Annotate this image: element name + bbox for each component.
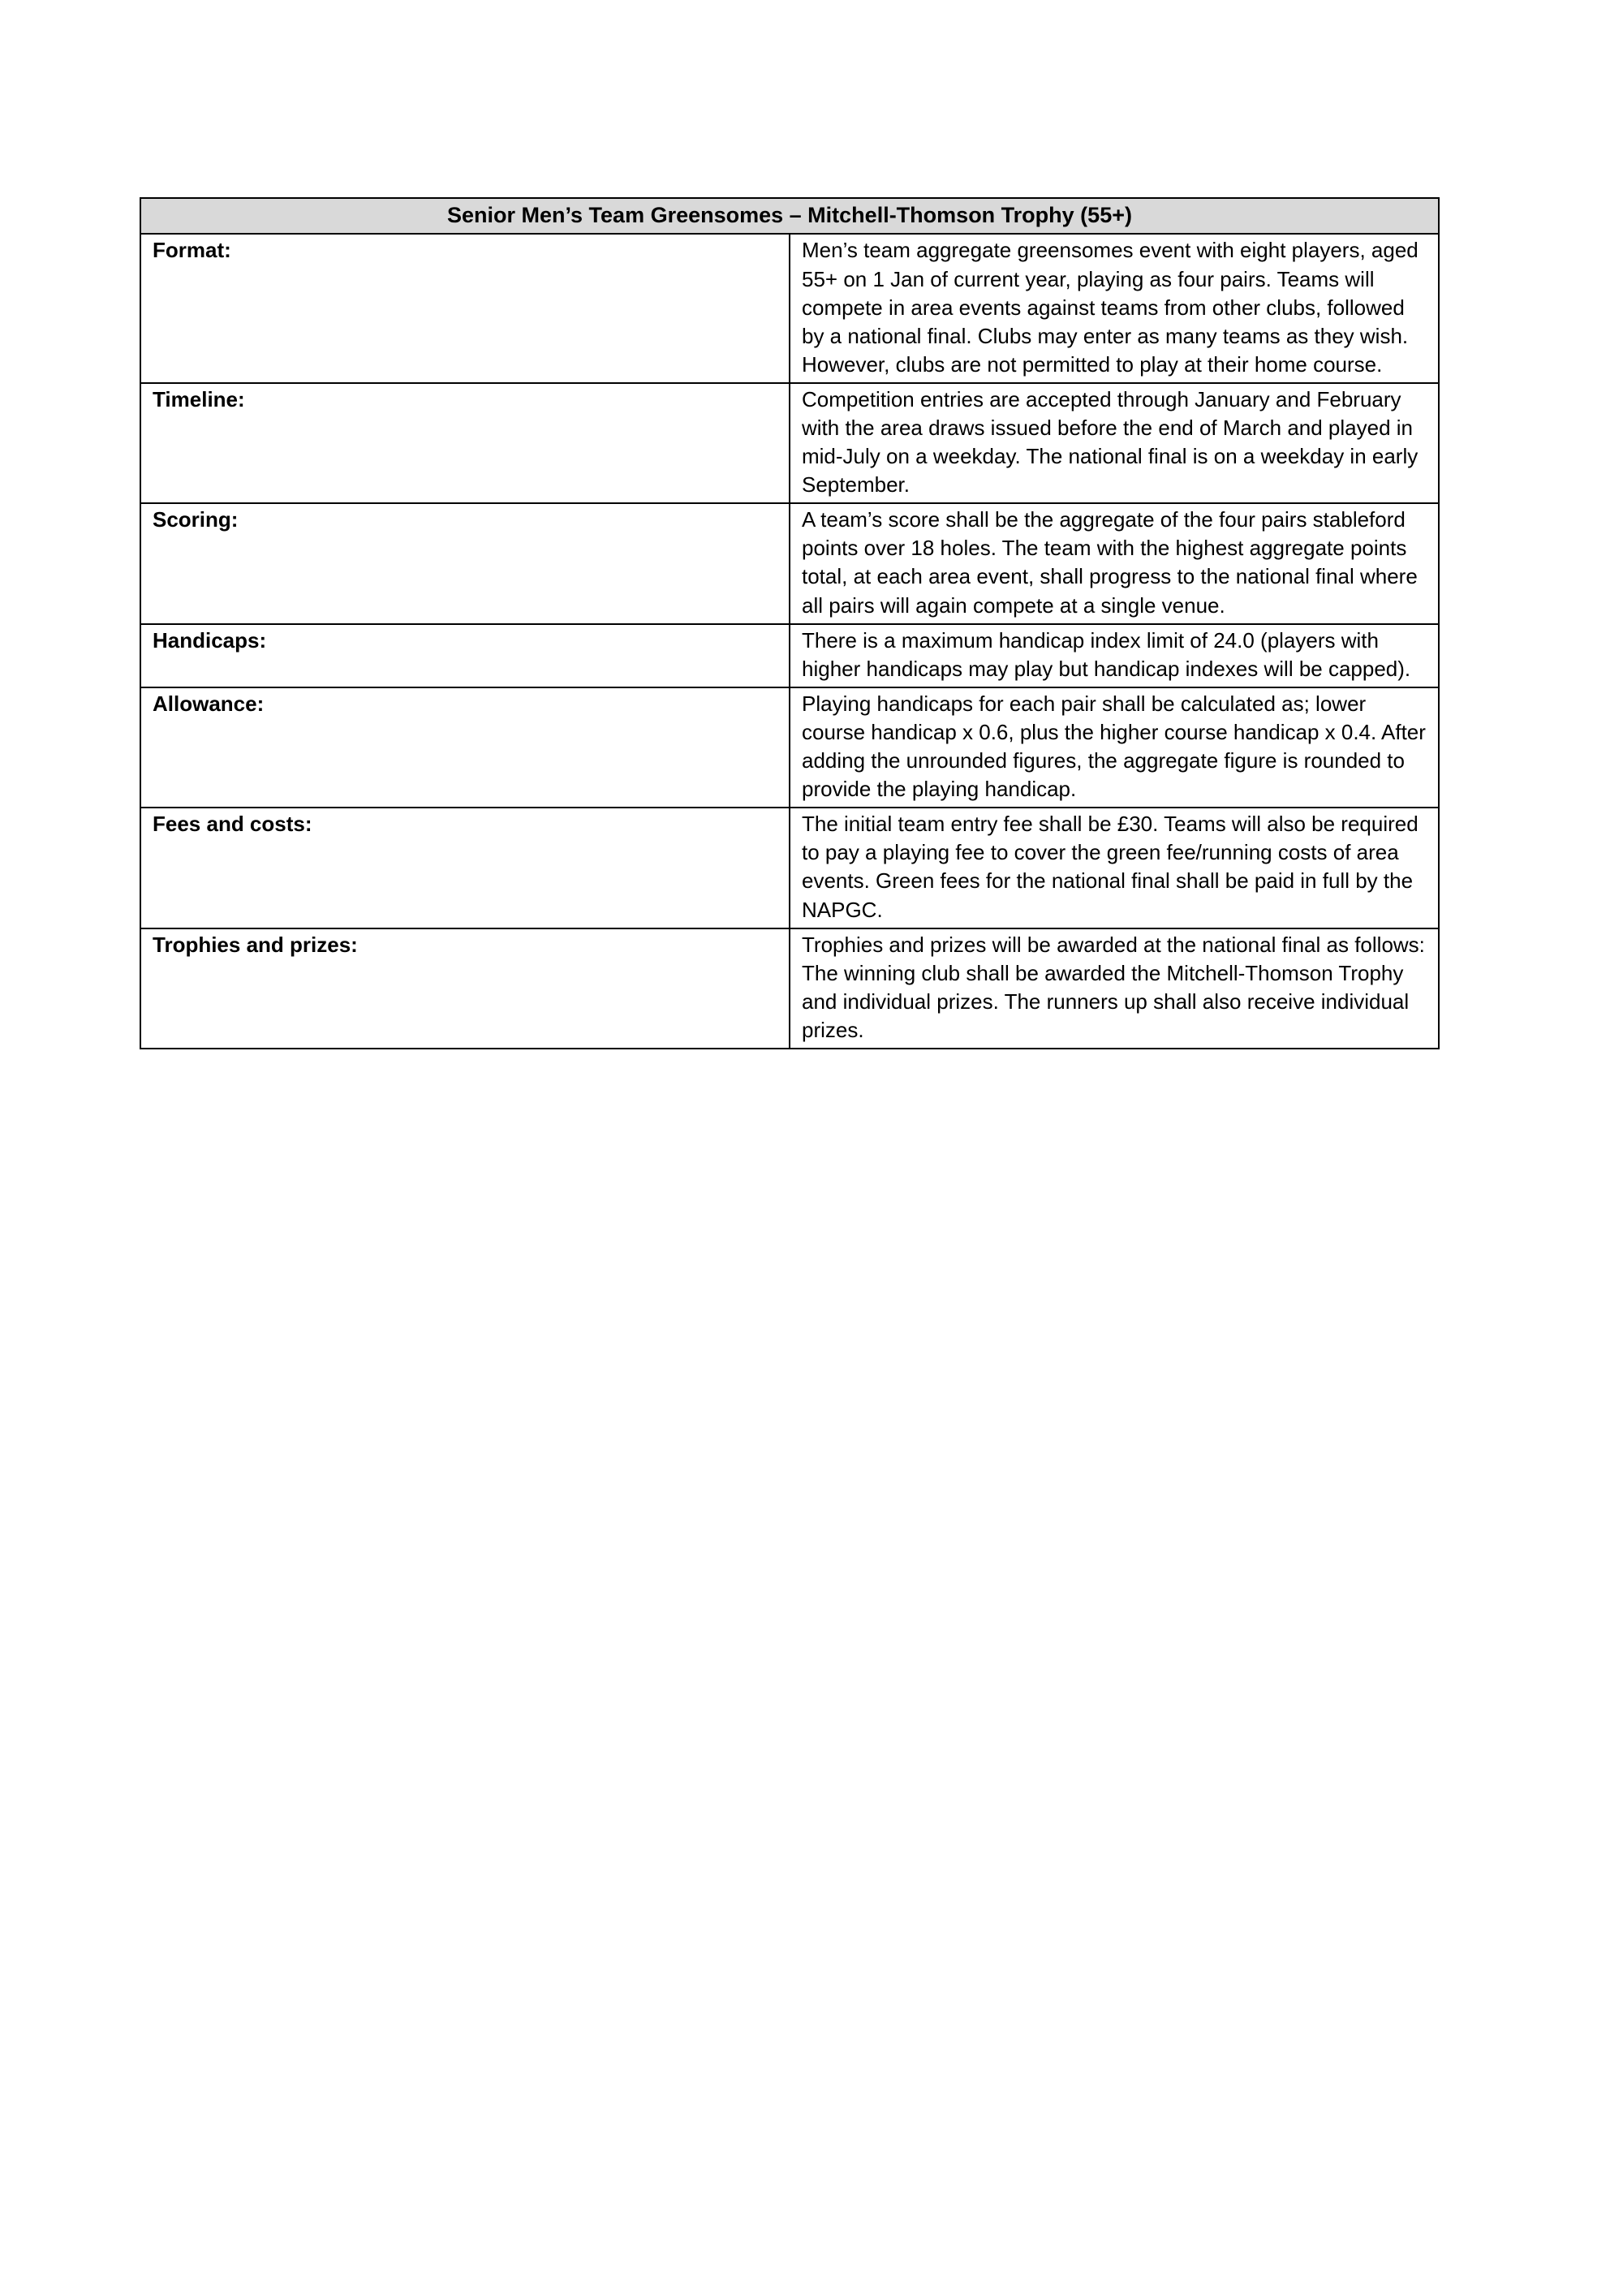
- table-title: Senior Men’s Team Greensomes – Mitchell-Thomson Trophy (55+): [140, 198, 1439, 234]
- row-label: Trophies and prizes:: [140, 928, 790, 1049]
- row-text: A team’s score shall be the aggregate of the four pairs stableford points over 18 holes. The team with the highest aggregate points total, at each area event, shall progress to the national final where all pairs will again compete at a single venue.: [790, 503, 1439, 623]
- row-label: Allowance:: [140, 687, 790, 808]
- rules-table-container: [140, 197, 1440, 1049]
- row-text: Trophies and prizes will be awarded at the national final as follows: The winning club shall be awarded the Mitchell-Thomson Trophy and individual prizes. The runners up shall also receive individual prizes.: [790, 928, 1439, 1049]
- row-scoring: [140, 503, 1439, 623]
- row-label: Timeline:: [140, 383, 790, 503]
- row-handicaps: [140, 624, 1439, 687]
- row-fees-and-costs: [140, 808, 1439, 928]
- row-timeline: [140, 383, 1439, 503]
- row-format: [140, 234, 1439, 382]
- row-label: Fees and costs:: [140, 808, 790, 928]
- row-trophies-and-prizes: [140, 928, 1439, 1049]
- row-text: There is a maximum handicap index limit of 24.0 (players with higher handicaps may play but handicap indexes will be capped).: [790, 624, 1439, 687]
- row-text: Playing handicaps for each pair shall be calculated as; lower course handicap x 0.6, plus the higher course handicap x 0.4. After adding the unrounded figures, the aggregate figure is rounded to provide the playing handicap.: [790, 687, 1439, 808]
- row-text: Competition entries are accepted through January and February with the area draws issued before the end of March and played in mid-July on a weekday. The national final is on a weekday in early September.: [790, 383, 1439, 503]
- table-header-row: [140, 198, 1439, 234]
- rules-table: [140, 197, 1440, 1049]
- row-label: Handicaps:: [140, 624, 790, 687]
- row-text: Men’s team aggregate greensomes event with eight players, aged 55+ on 1 Jan of current year, playing as four pairs. Teams will compete in area events against teams from other clubs, followed by a national final. Clubs may enter as many teams as they wish. However, clubs are not permitted to play at their home course.: [790, 234, 1439, 382]
- row-label: Format:: [140, 234, 790, 382]
- row-allowance: [140, 687, 1439, 808]
- row-label: Scoring:: [140, 503, 790, 623]
- row-text: The initial team entry fee shall be £30. Teams will also be required to pay a playing fee to cover the green fee/running costs of area events. Green fees for the national final shall be paid in full by the NAPGC.: [790, 808, 1439, 928]
